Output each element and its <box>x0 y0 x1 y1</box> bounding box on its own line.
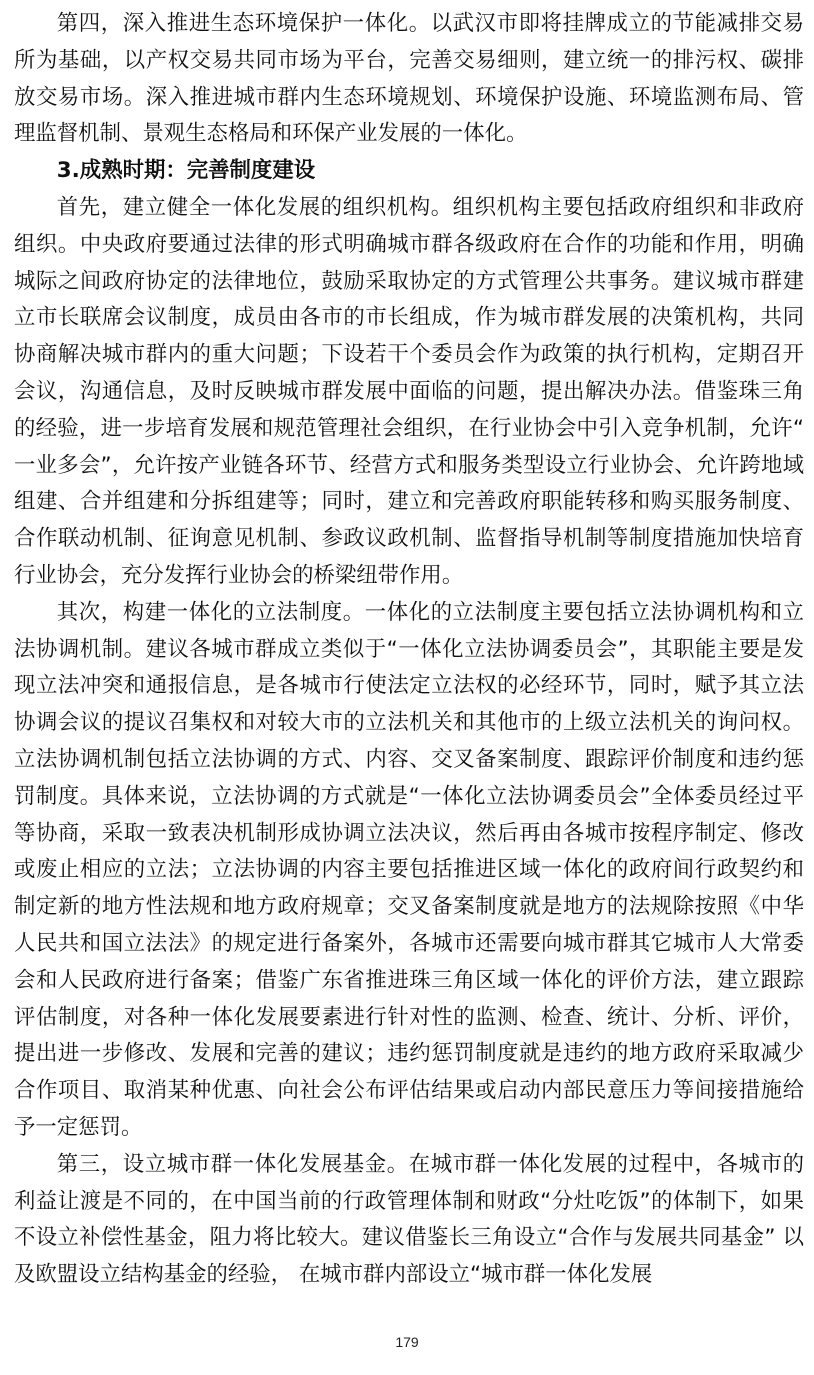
paragraph-legislation: 其次，构建一体化的立法制度。一体化的立法制度主要包括立法协调机构和立法协调机制。建议各城市群成立类似于“一体化立法协调委员会”，其职能主要是发现立法冲突和通报信息，是各城市行使法定立法权的必经环节，同时，赋予其立法协调会议的提议召集权和对较大市的立法机关和其他市的上级立法机关的询问权。立法协调机制包括立法协调的方式、内容、交叉备案制度、跟踪评价制度和违约惩罚制度。具体来说，立法协调的方式就是“一体化立法协调委员会”全体委员经过平等协商，采取一致表决机制形成协调立法决议，然后再由各城市按程序制定、修改或废止相应的立法；立法协调的内容主要包括推进区域一体化的政府间行政契约和制定新的地方性法规和地方政府规章；交叉备案制度就是地方的法规除按照《中华人民共和国立法法》的规定进行备案外，各城市还需要向城市群其它城市人大常委会和人民政府进行备案；借鉴广东省推进珠三角区域一体化的评价方法，建立跟踪评估制度，对各种一体化发展要素进行针对性的监测、检查、统计、分析、评价，提出进一步修改、发展和完善的建议；违约惩罚制度就是违约的地方政府采取减少合作项目、取消某种优惠、向社会公布评估结果或启动内部民意压力等间接措施给予一定惩罚。 <box>14 599 804 1140</box>
paragraph-fund: 第三，设立城市群一体化发展基金。在城市群一体化发展的过程中，各城市的利益让渡是不同的，在中国当前的行政管理体制和财政“分灶吃饭”的体制下，如果不设立补偿性基金，阻力将比较大。建议借鉴长三角设立“合作与发展共同基金” 以及欧盟设立结构基金的经验， 在城市群内部设立“城市群一体化发展 <box>14 1151 804 1288</box>
section-heading: 3.成熟时期：完善制度建设 <box>56 158 316 184</box>
paragraph-eco-integration: 第四，深入推进生态环境保护一体化。以武汉市即将挂牌成立的节能减排交易所为基础，以产权交易共同市场为平台，完善交易细则，建立统一的排污权、碳排放交易市场。深入推进城市群内生态环境规划、环境保护设施、环境监测布局、管理监督机制、景观生态格局和环保产业发展的一体化。 <box>14 11 804 147</box>
page-number: 179 <box>395 1334 419 1350</box>
document-body <box>14 6 804 1294</box>
paragraph-organization: 首先，建立健全一体化发展的组织机构。组织机构主要包括政府组织和非政府组织。中央政府要通过法律的形式明确城市群各级政府在合作的功能和作用，明确城际之间政府协定的法律地位，鼓励采取协定的方式管理公共事务。建议城市群建立市长联席会议制度，成员由各市的市长组成，作为城市群发展的决策机构，共同协商解决城市群内的重大问题；下设若干个委员会作为政策的执行机构，定期召开会议，沟通信息，及时反映城市群发展中面临的问题，提出解决办法。借鉴珠三角的经验，进一步培育发展和规范管理社会组织，在行业协会中引入竞争机制，允许“一业多会”，允许按产业链各环节、经营方式和服务类型设立行业协会、允许跨地域组建、合并组建和分拆组建等；同时，建立和完善政府职能转移和购买服务制度、合作联动机制、征询意见机制、参政议政机制、监督指导机制等制度措施加快培育行业协会，充分发挥行业协会的桥梁纽带作用。 <box>14 194 804 588</box>
